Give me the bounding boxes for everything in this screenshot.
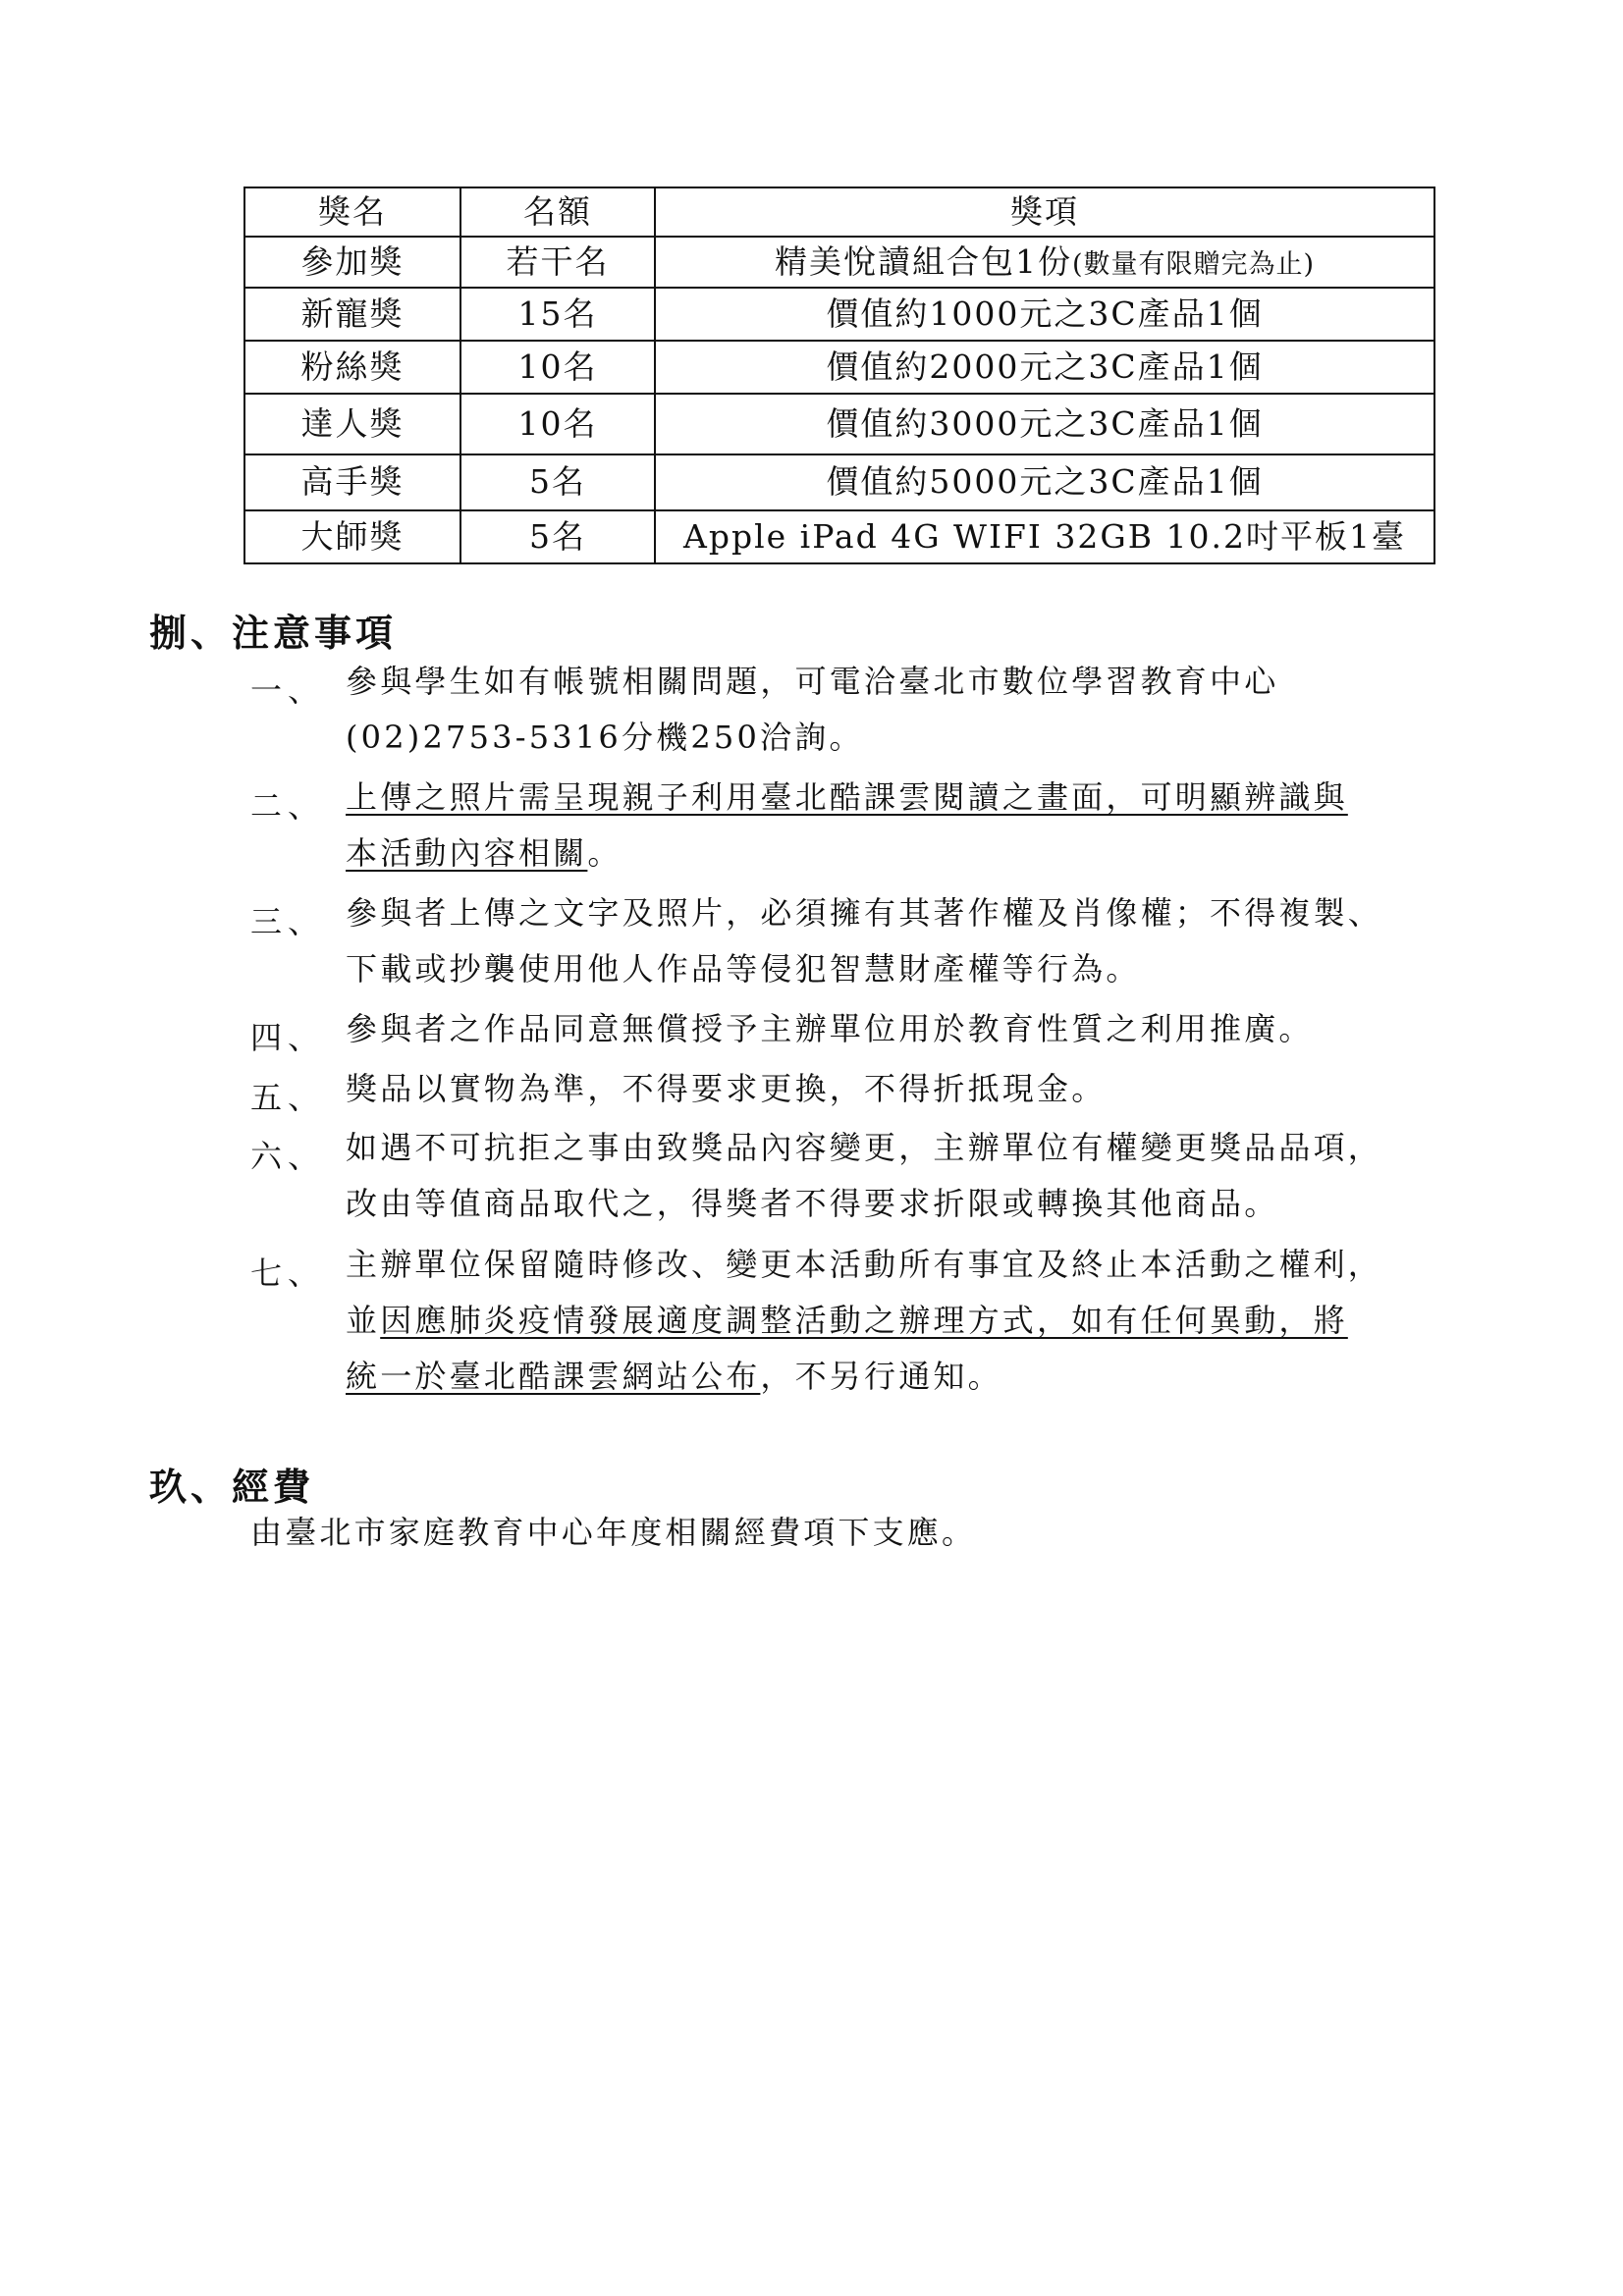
award-name-cell: 達人獎 <box>244 394 460 454</box>
prize-cell: 價值約3000元之3C產品1個 <box>655 394 1434 454</box>
prize-note: (數量有限贈完為止) <box>1071 248 1316 280</box>
table-row <box>244 237 1434 288</box>
funding-paragraph: 由臺北市家庭教育中心年度相關經費項下支應。 <box>250 1514 977 1551</box>
prize-text: 精美悅讀組合包1份 <box>774 241 1072 281</box>
item-number: 七、 <box>250 1255 326 1292</box>
item-line: 參與者上傳之文字及照片，必須擁有其著作權及肖像權；不得複製、 <box>346 894 1383 932</box>
item-line: 參與者之作品同意無償授予主辦單位用於教育性質之利用推廣。 <box>346 1010 1314 1047</box>
table-row <box>244 288 1434 341</box>
prize-cell: 價值約2000元之3C產品1個 <box>655 341 1434 394</box>
underlined-text: 因應肺炎疫情發展適度調整活動之辦理方式，如有任何異動，將 <box>380 1302 1348 1339</box>
quota-cell: 15名 <box>460 288 655 341</box>
section-heading-funding: 玖、經費 <box>149 1465 315 1509</box>
quota-cell: 5名 <box>460 454 655 510</box>
award-name-cell: 參加獎 <box>244 237 460 288</box>
item-line <box>346 1301 1348 1340</box>
item-number: 六、 <box>250 1138 326 1175</box>
item-number: 一、 <box>250 671 326 709</box>
item-line: 主辦單位保留隨時修改、變更本活動所有事宜及終止本活動之權利， <box>346 1246 1383 1283</box>
underlined-text: 本活動內容相關 <box>346 834 588 872</box>
item-line: 參與學生如有帳號相關問題，可電洽臺北市數位學習教育中心 <box>346 663 1279 700</box>
item-line: (02)2753-5316分機250洽詢。 <box>346 719 864 756</box>
award-name-cell: 新寵獎 <box>244 288 460 341</box>
prize-cell: Apple iPad 4G WIFI 32GB 10.2吋平板1臺 <box>655 510 1434 563</box>
awards-table <box>243 187 1435 564</box>
item-line: 下載或抄襲使用他人作品等侵犯智慧財產權等行為。 <box>346 950 1141 988</box>
item-number: 五、 <box>250 1079 326 1116</box>
underlined-text: 統一於臺北酷課雲網站公布 <box>346 1358 761 1395</box>
item-line: 改由等值商品取代之，得獎者不得要求折限或轉換其他商品。 <box>346 1185 1279 1222</box>
header-quota: 名額 <box>460 187 655 237</box>
quota-cell: 10名 <box>460 341 655 394</box>
item-number: 二、 <box>250 787 326 825</box>
table-row <box>244 394 1434 454</box>
table-row <box>244 454 1434 510</box>
item-line <box>346 1357 1002 1396</box>
prize-cell: 價值約1000元之3C產品1個 <box>655 288 1434 341</box>
prize-cell: 價值約5000元之3C產品1個 <box>655 454 1434 510</box>
award-name-cell: 大師獎 <box>244 510 460 563</box>
trailing-text: ，不另行通知。 <box>760 1358 1002 1395</box>
section-heading-notes: 捌、注意事項 <box>149 611 398 655</box>
quota-cell: 10名 <box>460 394 655 454</box>
leading-text: 並 <box>346 1302 381 1339</box>
item-line: 獎品以實物為準，不得要求更換，不得折抵現金。 <box>346 1070 1107 1107</box>
quota-cell: 若干名 <box>460 237 655 288</box>
award-name-cell: 粉絲獎 <box>244 341 460 394</box>
item-number: 三、 <box>250 903 326 940</box>
item-line <box>346 833 622 873</box>
table-row <box>244 510 1434 563</box>
table-row <box>244 341 1434 394</box>
table-header-row <box>244 187 1434 237</box>
header-award-name: 獎名 <box>244 187 460 237</box>
item-line-underlined: 上傳之照片需呈現親子利用臺北酷課雲閱讀之畫面，可明顯辨識與 <box>346 778 1348 816</box>
quota-cell: 5名 <box>460 510 655 563</box>
trailing-text: 。 <box>587 834 622 872</box>
item-line: 如遇不可抗拒之事由致獎品內容變更，主辦單位有權變更獎品品項， <box>346 1129 1383 1166</box>
prize-cell <box>655 237 1434 288</box>
item-number: 四、 <box>250 1019 326 1056</box>
award-name-cell: 高手獎 <box>244 454 460 510</box>
header-prize: 獎項 <box>655 187 1434 237</box>
